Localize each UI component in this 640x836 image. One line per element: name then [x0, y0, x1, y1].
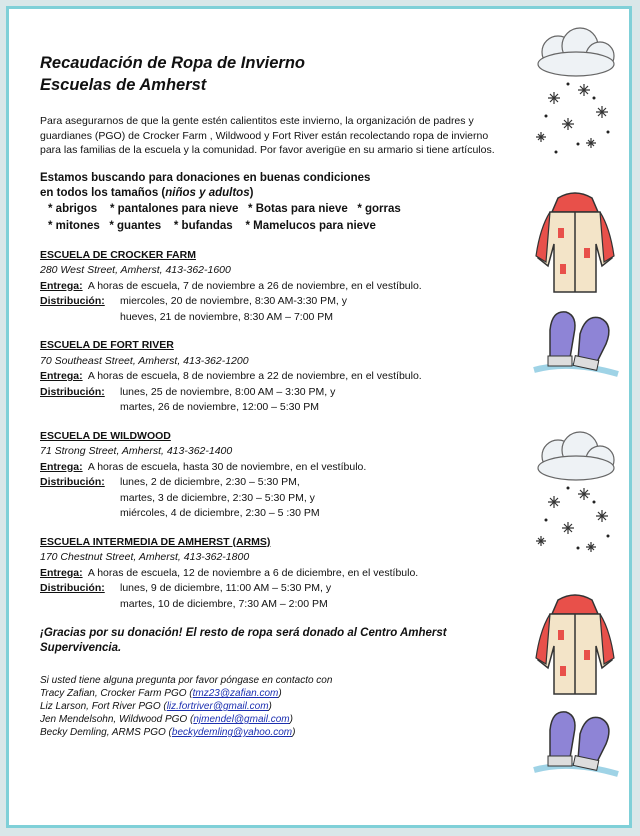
- winter-coat-icon: [528, 590, 622, 700]
- school-name: ESCUELA DE CROCKER FARM: [40, 248, 196, 261]
- school-crocker-farm: ESCUELA DE CROCKER FARM 280 West Street, Amherst, 413-362-1600 Entrega: A horas de escuela, 7 de noviembre a 26 de noviembre, en el vestíbulo. Distribución: miercoles, 20 de noviembre, 8:30 AM-3:30 PM, y hueves, 21 de noviembre, 8:30 AM – 7:00 PM: [40, 248, 510, 326]
- contact-line: Tracy Zafian, Crocker Farm PGO (tmz23@zafian.com): [40, 688, 282, 699]
- school-entrega: Entrega: A horas de escuela, 12 de noviembre a 6 de diciembre, en el vestíbulo.: [40, 566, 419, 579]
- school-distribucion: Distribución: lunes, 2 de diciembre, 2:30 – 5:30 PM,: [40, 476, 300, 488]
- title: [40, 52, 510, 96]
- school-entrega: Entrega: A horas de escuela, hasta 30 de noviembre, en el vestíbulo.: [40, 460, 367, 473]
- intro-paragraph: Para asegurarnos de que la gente estén calientitos este invierno, la organización de padres y guardianes (PGO) de Crocker Farm , Wildwood y Fort River están recolectando ropa de invierno para las familias de la escuela y la comunidad. Por favor averigüe en su armario si tiene artículos.: [40, 115, 495, 156]
- mittens-icon: [530, 300, 622, 404]
- school-name: ESCUELA DE WILDWOOD: [40, 429, 171, 442]
- school-name: ESCUELA INTERMEDIA DE AMHERST (ARMS): [40, 535, 271, 548]
- contact-block: [40, 674, 510, 739]
- email-link[interactable]: beckydemling@yahoo.com: [171, 727, 293, 738]
- items-row-2: * mitones * guantes * bufandas * Mamelucos para nieve: [48, 219, 376, 232]
- email-link[interactable]: tmz23@zafian.com: [192, 688, 279, 699]
- title-line-1: Recaudación de Ropa de Invierno: [40, 54, 305, 72]
- snow-cloud-icon: [528, 24, 620, 164]
- school-wildwood: ESCUELA DE WILDWOOD 71 Strong Street, Amherst, 413-362-1400 Entrega: A horas de escuela, hasta 30 de noviembre, en el vestíbulo. Distribución: lunes, 2 de diciembre, 2:30 – 5:30 PM, martes, 3 de diciembre, 2:30 – 5:30 PM, y miércoles, 4 de diciembre, 2:30 – 5 :30 PM: [40, 429, 510, 522]
- school-address: 71 Strong Street, Amherst, 413-362-1400: [40, 445, 233, 457]
- contact-line: Liz Larson, Fort River PGO (liz.fortriver@gmail.com): [40, 701, 272, 712]
- items-list: [40, 201, 510, 235]
- contact-line: Becky Demling, ARMS PGO (beckydemling@yahoo.com): [40, 727, 296, 738]
- looking-for-line-1: Estamos buscando para donaciones en buenas condiciones: [40, 171, 371, 184]
- items-row-1: * abrigos * pantalones para nieve * Botas para nieve * gorras: [48, 202, 401, 215]
- looking-for: [40, 171, 510, 201]
- contact-line: Jen Mendelsohn, Wildwood PGO (njmendel@gmail.com): [40, 714, 293, 725]
- mittens-icon: [530, 700, 622, 804]
- contact-intro: Si usted tiene alguna pregunta por favor póngase en contacto con: [40, 675, 333, 686]
- school-fort-river: ESCUELA DE FORT RIVER 70 Southeast Street, Amherst, 413-362-1200 Entrega: A horas de escuela, 8 de noviembre a 22 de noviembre, en el vestíbulo. Distribución: lunes, 25 de noviembre, 8:00 AM – 3:30 PM, y martes, 26 de noviembre, 12:00 – 5:30 PM: [40, 338, 510, 416]
- title-line-2: Escuelas de Amherst: [40, 76, 207, 94]
- school-distribucion: Distribución: lunes, 9 de diciembre, 11:00 AM – 5:30 PM, y: [40, 582, 332, 594]
- flyer-content: [40, 52, 510, 739]
- email-link[interactable]: liz.fortriver@gmail.com: [166, 701, 269, 712]
- school-address: 170 Chestnut Street, Amherst, 413-362-1800: [40, 551, 250, 563]
- looking-for-line-2: en todos los tamaños (niños y adultos): [40, 186, 254, 199]
- thanks-message: ¡Gracias por su donación! El resto de ropa será donado al Centro Amherst Supervivencia.: [40, 627, 447, 654]
- school-arms: ESCUELA INTERMEDIA DE AMHERST (ARMS) 170 Chestnut Street, Amherst, 413-362-1800 Entrega: A horas de escuela, 12 de noviembre a 6 de diciembre, en el vestíbulo. Distribución: lunes, 9 de diciembre, 11:00 AM – 5:30 PM, y martes, 10 de diciembre, 7:30 AM – 2:00 PM: [40, 535, 510, 613]
- school-address: 280 West Street, Amherst, 413-362-1600: [40, 264, 231, 276]
- school-distribucion: Distribución: lunes, 25 de noviembre, 8:00 AM – 3:30 PM, y: [40, 385, 336, 398]
- school-address: 70 Southeast Street, Amherst, 413-362-1200: [40, 354, 249, 367]
- email-link[interactable]: njmendel@gmail.com: [193, 714, 290, 725]
- school-entrega: Entrega: A horas de escuela, 8 de noviembre a 22 de noviembre, en el vestíbulo.: [40, 370, 422, 382]
- snow-cloud-icon: [528, 428, 620, 568]
- school-name: ESCUELA DE FORT RIVER: [40, 339, 174, 351]
- winter-coat-icon: [528, 188, 622, 298]
- school-distribucion: Distribución: miercoles, 20 de noviembre, 8:30 AM-3:30 PM, y: [40, 295, 348, 307]
- school-entrega: Entrega: A horas de escuela, 7 de noviembre a 26 de noviembre, en el vestíbulo.: [40, 279, 422, 292]
